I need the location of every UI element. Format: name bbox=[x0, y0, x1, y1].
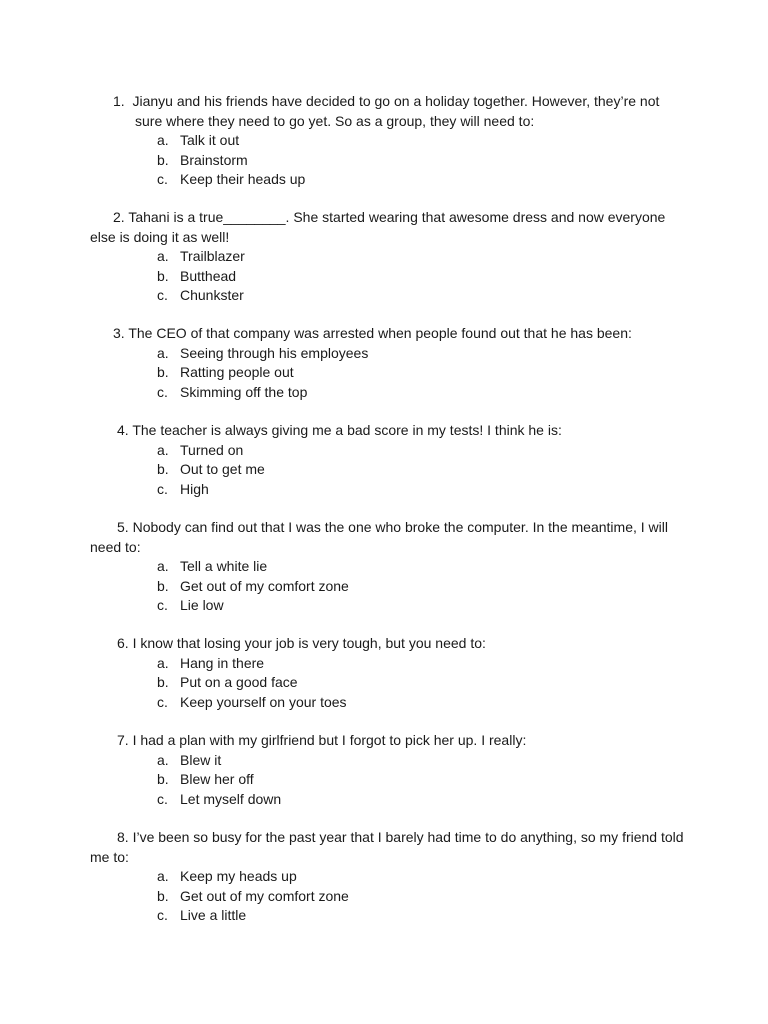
question-prompt: I know that losing your job is very tough, but you need to: bbox=[132, 635, 486, 651]
question-6 bbox=[90, 634, 690, 712]
option-a bbox=[90, 131, 690, 151]
question-2 bbox=[90, 208, 690, 306]
option-c bbox=[90, 170, 690, 190]
question-3 bbox=[90, 324, 690, 402]
question-text bbox=[90, 731, 690, 751]
option-text: Ratting people out bbox=[180, 364, 294, 380]
option-letter: b. bbox=[157, 364, 169, 380]
option-letter: c. bbox=[157, 480, 168, 497]
option-c bbox=[90, 480, 690, 500]
question-number: 3. bbox=[113, 325, 125, 341]
option-c bbox=[90, 906, 690, 926]
option-b bbox=[90, 363, 690, 383]
question-5 bbox=[90, 518, 690, 616]
option-letter: a. bbox=[157, 751, 169, 768]
options-list bbox=[90, 247, 690, 306]
option-letter: c. bbox=[157, 597, 168, 613]
question-1 bbox=[90, 92, 690, 190]
option-c bbox=[90, 790, 690, 810]
question-number: 7. bbox=[117, 732, 129, 748]
options-list bbox=[90, 557, 690, 616]
option-letter: b. bbox=[157, 577, 169, 594]
option-text: Brainstorm bbox=[180, 151, 248, 168]
options-list bbox=[90, 131, 690, 190]
option-text: Seeing through his employees bbox=[180, 344, 369, 361]
question-prompt: Nobody can find out that I was the one who broke the computer. In the meantime, I will need to: bbox=[90, 519, 668, 555]
option-c bbox=[90, 596, 690, 616]
option-a bbox=[90, 654, 690, 674]
option-letter: a. bbox=[157, 248, 169, 264]
question-number: 8. bbox=[117, 829, 129, 845]
option-letter: c. bbox=[157, 693, 168, 710]
question-number: 1. bbox=[113, 93, 125, 109]
option-text: Get out of my comfort zone bbox=[180, 887, 349, 904]
option-text: Out to get me bbox=[180, 461, 265, 477]
option-letter: a. bbox=[157, 558, 169, 574]
question-text bbox=[90, 421, 690, 441]
option-a bbox=[90, 441, 690, 461]
option-text: Get out of my comfort zone bbox=[180, 577, 349, 594]
options-list bbox=[90, 344, 690, 403]
option-b bbox=[90, 770, 690, 790]
option-a bbox=[90, 557, 690, 577]
question-prompt: The CEO of that company was arrested when people found out that he has been: bbox=[128, 325, 632, 341]
option-letter: a. bbox=[157, 132, 169, 148]
question-text bbox=[90, 324, 690, 344]
options-list bbox=[90, 867, 690, 926]
option-b bbox=[90, 460, 690, 480]
question-prompt: Jianyu and his friends have decided to go on a holiday together. However, they’re not sure where they need to go yet. So as a group, they will need to: bbox=[132, 93, 660, 129]
question-prompt: I’ve been so busy for the past year that I barely had time to do anything, so my friend told me to: bbox=[90, 829, 684, 865]
option-text: Trailblazer bbox=[180, 248, 245, 264]
option-letter: c. bbox=[157, 907, 168, 923]
option-letter: a. bbox=[157, 654, 169, 671]
option-text: Keep my heads up bbox=[180, 868, 297, 884]
question-7 bbox=[90, 731, 690, 809]
option-b bbox=[90, 151, 690, 171]
option-letter: a. bbox=[157, 868, 169, 884]
option-letter: b. bbox=[157, 267, 169, 284]
option-letter: b. bbox=[157, 151, 169, 168]
question-text bbox=[90, 208, 690, 247]
question-number: 6. bbox=[117, 635, 129, 651]
options-list bbox=[90, 654, 690, 713]
option-letter: b. bbox=[157, 461, 169, 477]
option-letter: c. bbox=[157, 383, 168, 400]
option-a bbox=[90, 751, 690, 771]
option-text: Keep their heads up bbox=[180, 171, 306, 187]
question-text bbox=[90, 518, 690, 557]
option-b bbox=[90, 267, 690, 287]
option-c bbox=[90, 286, 690, 306]
option-letter: b. bbox=[157, 887, 169, 904]
option-letter: c. bbox=[157, 287, 168, 303]
option-text: Blew her off bbox=[180, 771, 254, 787]
question-text bbox=[90, 634, 690, 654]
option-a bbox=[90, 247, 690, 267]
option-a bbox=[90, 867, 690, 887]
option-letter: b. bbox=[157, 674, 169, 690]
question-prompt: I had a plan with my girlfriend but I forgot to pick her up. I really: bbox=[132, 732, 527, 748]
question-number: 4. bbox=[117, 422, 129, 438]
option-text: Lie low bbox=[180, 597, 224, 613]
option-text: Butthead bbox=[180, 267, 237, 284]
option-text: Chunkster bbox=[180, 287, 244, 303]
option-b bbox=[90, 673, 690, 693]
option-text: Turned on bbox=[180, 441, 244, 458]
option-text: Put on a good face bbox=[180, 674, 298, 690]
option-letter: b. bbox=[157, 771, 169, 787]
question-prompt: Tahani is a true________. She started wearing that awesome dress and now everyone else is doing it as well! bbox=[90, 209, 666, 245]
option-text: Hang in there bbox=[180, 654, 265, 671]
options-list bbox=[90, 751, 690, 810]
option-text: Talk it out bbox=[180, 132, 240, 148]
option-c bbox=[90, 383, 690, 403]
option-text: Skimming off the top bbox=[180, 383, 308, 400]
option-text: Live a little bbox=[180, 907, 247, 923]
question-number: 5. bbox=[117, 519, 129, 535]
option-b bbox=[90, 577, 690, 597]
option-letter: c. bbox=[157, 790, 168, 807]
option-text: Blew it bbox=[180, 751, 222, 768]
option-letter: a. bbox=[157, 344, 169, 361]
option-b bbox=[90, 887, 690, 907]
option-c bbox=[90, 693, 690, 713]
option-letter: a. bbox=[157, 441, 169, 458]
question-8 bbox=[90, 828, 690, 926]
question-text bbox=[90, 828, 690, 867]
question-4 bbox=[90, 421, 690, 499]
options-list bbox=[90, 441, 690, 500]
option-text: Keep yourself on your toes bbox=[180, 693, 347, 710]
option-text: High bbox=[180, 480, 209, 497]
question-prompt: The teacher is always giving me a bad score in my tests! I think he is: bbox=[132, 422, 562, 438]
question-text bbox=[90, 92, 690, 131]
option-a bbox=[90, 344, 690, 364]
option-text: Let myself down bbox=[180, 790, 282, 807]
question-number: 2. bbox=[113, 209, 125, 225]
option-text: Tell a white lie bbox=[180, 558, 268, 574]
option-letter: c. bbox=[157, 171, 168, 187]
